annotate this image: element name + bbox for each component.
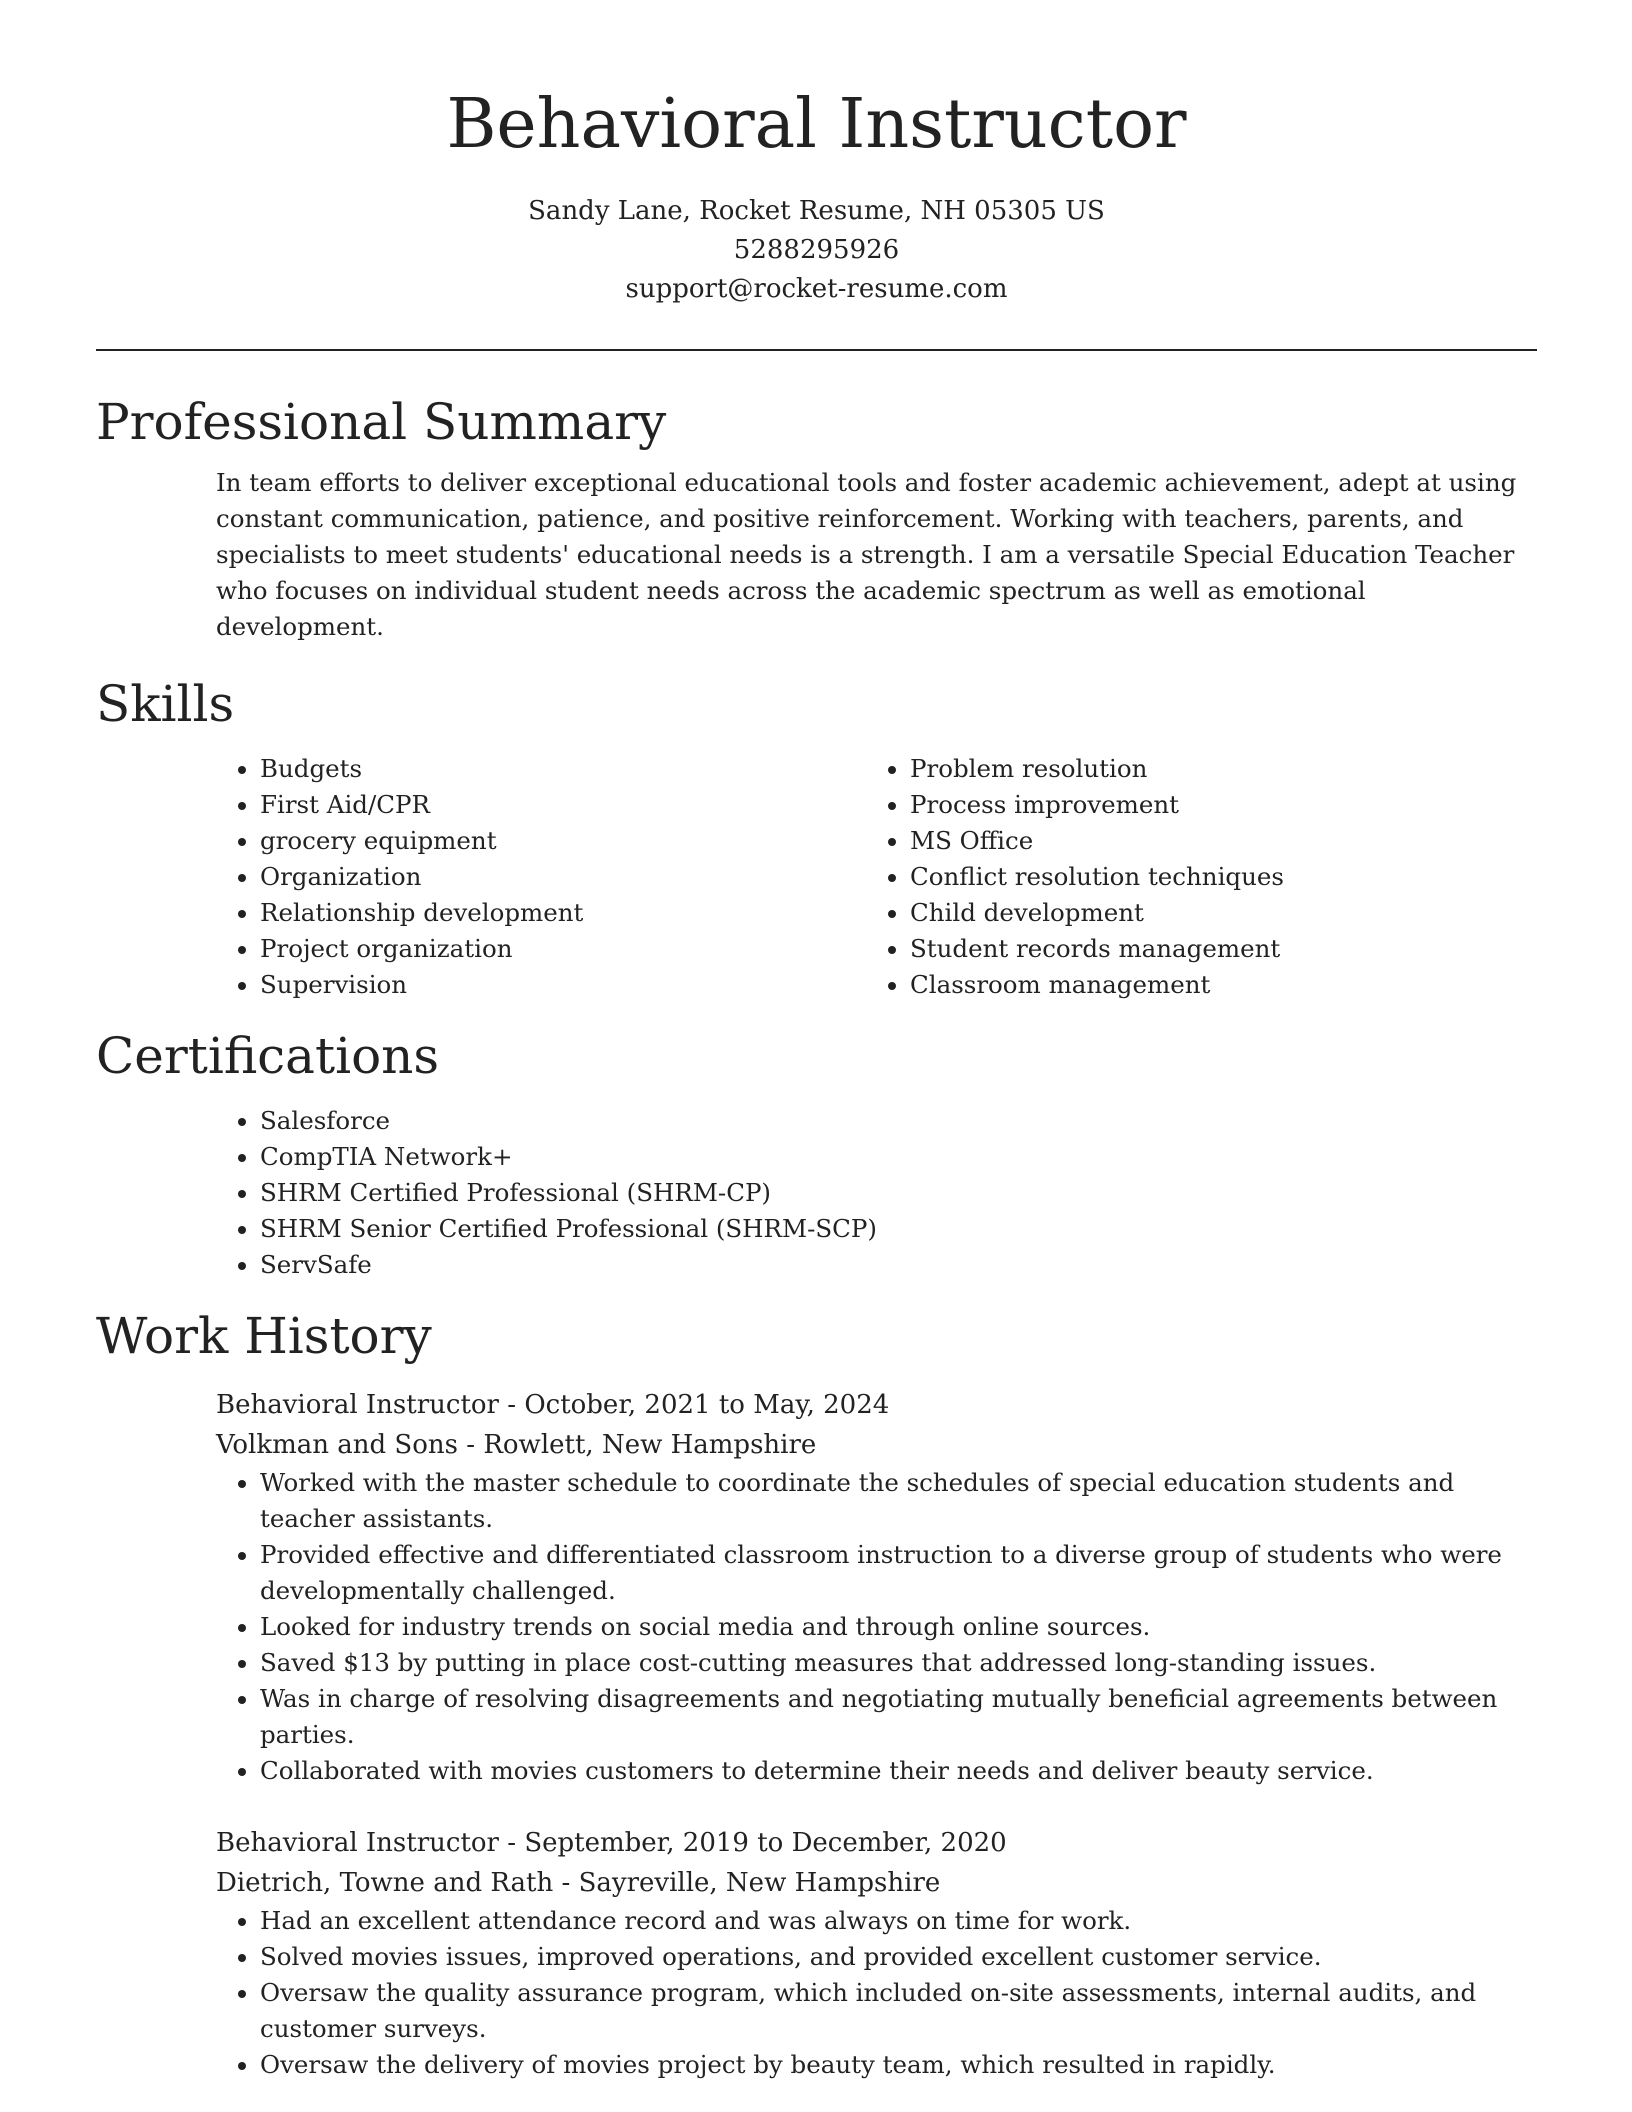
job-title: Behavioral Instructor bbox=[216, 1390, 499, 1420]
skill-item: • Classroom management bbox=[910, 967, 1516, 1003]
summary-heading: Professional Summary bbox=[96, 393, 667, 451]
skill-item: • Student records management bbox=[910, 931, 1516, 967]
skills-column-left bbox=[216, 751, 866, 1003]
skill-item: • First Aid/CPR bbox=[260, 787, 866, 823]
skills-list-right bbox=[866, 751, 1516, 1003]
skill-item: • Supervision bbox=[260, 967, 866, 1003]
skill-item: • MS Office bbox=[910, 823, 1516, 859]
job-duty-item: • Oversaw the delivery of movies project by beauty team, which resulted in rapidly. bbox=[260, 2047, 1537, 2083]
skill-item: • Conflict resolution techniques bbox=[910, 859, 1516, 895]
skill-item: • Organization bbox=[260, 859, 866, 895]
certifications-list bbox=[216, 1103, 1537, 1283]
contact-email: support@rocket-resume.com bbox=[625, 274, 1008, 304]
job-company: Volkman and Sons bbox=[216, 1430, 458, 1460]
job-company: Dietrich, Towne and Rath bbox=[216, 1868, 554, 1898]
skill-item: • Problem resolution bbox=[910, 751, 1516, 787]
job-duty-item: • Collaborated with movies customers to determine their needs and deliver beauty service. bbox=[260, 1753, 1537, 1789]
skills-grid bbox=[216, 751, 1537, 1003]
job-title-line: Behavioral Instructor - September, 2019 to December, 2020 bbox=[216, 1828, 1007, 1858]
job-location: Rowlett, New Hampshire bbox=[483, 1430, 817, 1460]
skill-item: • grocery equipment bbox=[260, 823, 866, 859]
skills-list-left bbox=[216, 751, 866, 1003]
job-duties-list bbox=[216, 1903, 1537, 2083]
job-duty-item: • Worked with the master schedule to coordinate the schedules of special education students and teacher assistants. bbox=[260, 1465, 1537, 1537]
job-location: Sayreville, New Hampshire bbox=[578, 1868, 941, 1898]
certification-item: • SHRM Senior Certified Professional (SHRM-SCP) bbox=[260, 1211, 1537, 1247]
job-duty-item: • Looked for industry trends on social media and through online sources. bbox=[260, 1609, 1537, 1645]
job-duty-item: • Was in charge of resolving disagreements and negotiating mutually beneficial agreements between parties. bbox=[260, 1681, 1537, 1753]
skill-item: • Process improvement bbox=[910, 787, 1516, 823]
job-duty-item: • Provided effective and differentiated classroom instruction to a diverse group of students who were developmentally challenged. bbox=[260, 1537, 1537, 1609]
skill-item: • Relationship development bbox=[260, 895, 866, 931]
job-company-line: Volkman and Sons - Rowlett, New Hampshire bbox=[216, 1430, 817, 1460]
job-title-line: Behavioral Instructor - October, 2021 to May, 2024 bbox=[216, 1390, 890, 1420]
job-entry bbox=[216, 1385, 1537, 1789]
job-dates: September, 2019 to December, 2020 bbox=[524, 1828, 1007, 1858]
job-dates: October, 2021 to May, 2024 bbox=[524, 1390, 890, 1420]
work-history-heading: Work History bbox=[96, 1307, 432, 1365]
certification-item: • Salesforce bbox=[260, 1103, 1537, 1139]
job-company-line: Dietrich, Towne and Rath - Sayreville, New Hampshire bbox=[216, 1868, 941, 1898]
skill-item: • Child development bbox=[910, 895, 1516, 931]
skills-heading: Skills bbox=[96, 675, 235, 733]
job-duty-item: • Solved movies issues, improved operations, and provided excellent customer service. bbox=[260, 1939, 1537, 1975]
certifications-block bbox=[216, 1103, 1537, 1283]
job-duty-item: • Had an excellent attendance record and was always on time for work. bbox=[260, 1903, 1537, 1939]
job-title: Behavioral Instructor bbox=[216, 1828, 499, 1858]
resume-name: Behavioral Instructor bbox=[446, 85, 1187, 164]
summary-text: In team efforts to deliver exceptional educational tools and foster academic achievement, adept at using constant communication, patience, and positive reinforcement. Working with teachers, parents, and specialists to meet students' educational needs is a strength. I am a versatile Special Education Teacher who focuses on individual student needs across the academic spectrum as well as emotional development. bbox=[216, 468, 1517, 641]
certifications-heading: Certifications bbox=[96, 1027, 440, 1085]
job-duties-list bbox=[216, 1465, 1537, 1789]
contact-address: Sandy Lane, Rocket Resume, NH 05305 US bbox=[528, 196, 1105, 226]
resume-page bbox=[96, 0, 1537, 2083]
job-entry bbox=[216, 1823, 1537, 2083]
skills-column-right bbox=[866, 751, 1516, 1003]
certification-item: • ServSafe bbox=[260, 1247, 1537, 1283]
job-duty-item: • Saved $13 by putting in place cost-cutting measures that addressed long-standing issues. bbox=[260, 1645, 1537, 1681]
certification-item: • CompTIA Network+ bbox=[260, 1139, 1537, 1175]
contact-block bbox=[96, 192, 1537, 309]
job-duty-item: • Oversaw the quality assurance program, which included on-site assessments, internal audits, and customer surveys. bbox=[260, 1975, 1537, 2047]
skill-item: • Budgets bbox=[260, 751, 866, 787]
certification-item: • SHRM Certified Professional (SHRM-CP) bbox=[260, 1175, 1537, 1211]
header-divider bbox=[96, 349, 1537, 351]
contact-phone: 5288295926 bbox=[733, 235, 900, 265]
skill-item: • Project organization bbox=[260, 931, 866, 967]
